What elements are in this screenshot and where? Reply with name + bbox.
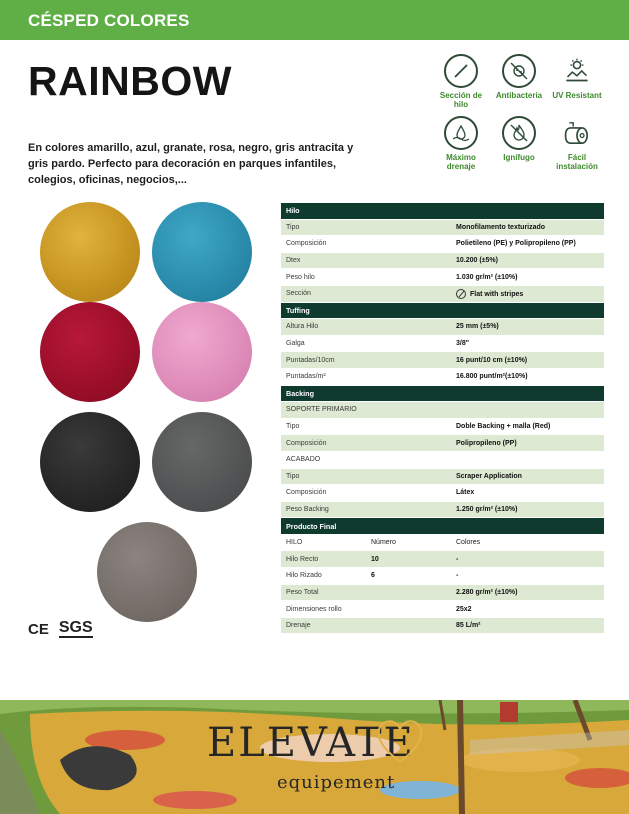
table-row: Tipo Doble Backing + malla (Red) <box>281 419 604 435</box>
feature-uv: UV Resistant <box>548 54 606 100</box>
feature-easy-install: Fácil instalación <box>548 116 606 171</box>
ce-mark: CE <box>28 620 49 638</box>
table-row: Composición Polietileno (PE) y Polipropileno (PP) <box>281 236 604 252</box>
certifications <box>28 619 93 639</box>
swatch-negro <box>40 412 140 512</box>
table-row: Dtex 10.200 (±5%) <box>281 253 604 269</box>
spec-table <box>281 202 604 634</box>
table-row: Puntadas/m² 16.800 punt/m²(±10%) <box>281 369 604 385</box>
sgs-logo: SGS <box>58 619 93 636</box>
section-hilo: Hilo <box>281 203 604 219</box>
antibacteria-icon <box>502 54 536 88</box>
table-row: Altura Hilo 25 mm (±5%) <box>281 319 604 335</box>
category-banner <box>0 0 629 40</box>
table-row: Peso hilo 1.030 gr/m² (±10%) <box>281 269 604 285</box>
fireproof-icon <box>502 116 536 150</box>
feature-yarn-section: Sección de hilo <box>432 54 490 109</box>
category-title: CÉSPED COLORES <box>28 11 190 30</box>
product-description: En colores amarillo, azul, granate, rosa, negro, gris antracita y gris pardo. Perfecto para decoración en parques infantiles, colegios, oficinas, negocios,... <box>28 142 354 186</box>
table-row: SOPORTE PRIMARIO <box>281 402 604 418</box>
feature-antibacteria: Antibacteria <box>490 54 548 100</box>
drainage-icon <box>444 116 478 150</box>
swatch-gris-pardo <box>97 522 197 622</box>
heart-icon <box>375 718 425 768</box>
yarn-section-icon <box>444 54 478 88</box>
swatch-amarillo <box>40 202 140 302</box>
roll-install-icon <box>560 116 594 150</box>
table-row: Puntadas/10cm 16 punt/10 cm (±10%) <box>281 352 604 368</box>
table-row: Sección Flat with stripes <box>281 286 604 302</box>
table-row: Hilo Recto 10 - <box>281 551 604 567</box>
table-row: Tipo Monofilamento texturizado <box>281 220 604 236</box>
table-row: Peso Total 2.280 gr/m² (±10%) <box>281 585 604 601</box>
swatch-rosa <box>152 302 252 402</box>
yarn-section-icon <box>456 289 466 299</box>
brand-subtitle: equipement <box>277 772 396 793</box>
brand-logo <box>207 718 437 798</box>
table-row: Galga 3/8" <box>281 336 604 352</box>
swatch-granate <box>40 302 140 402</box>
table-row: Tipo Scraper Application <box>281 469 604 485</box>
table-row: Dimensiones rollo 25x2 <box>281 601 604 617</box>
table-row: ACABADO <box>281 452 604 468</box>
table-row: HILO Número Colores <box>281 535 604 551</box>
section-producto-final: Producto Final <box>281 518 604 534</box>
uv-sun-icon <box>560 54 594 88</box>
table-row: Hilo Rizado 6 - <box>281 568 604 584</box>
table-row: Drenaje 85 L/m² <box>281 618 604 634</box>
table-row: Peso Backing 1.250 gr/m² (±10%) <box>281 502 604 518</box>
feature-fireproof: Ignífugo <box>490 116 548 162</box>
table-row: Composición Látex <box>281 485 604 501</box>
product-title: RAINBOW <box>28 58 232 104</box>
brand-name: ELEVATE <box>207 720 415 766</box>
feature-drainage: Máximo drenaje <box>432 116 490 171</box>
swatch-azul <box>152 202 252 302</box>
section-tuffing: Tuffing <box>281 303 604 319</box>
table-row: Composición Polipropileno (PP) <box>281 435 604 451</box>
swatch-gris-antracita <box>152 412 252 512</box>
section-backing: Backing <box>281 386 604 402</box>
